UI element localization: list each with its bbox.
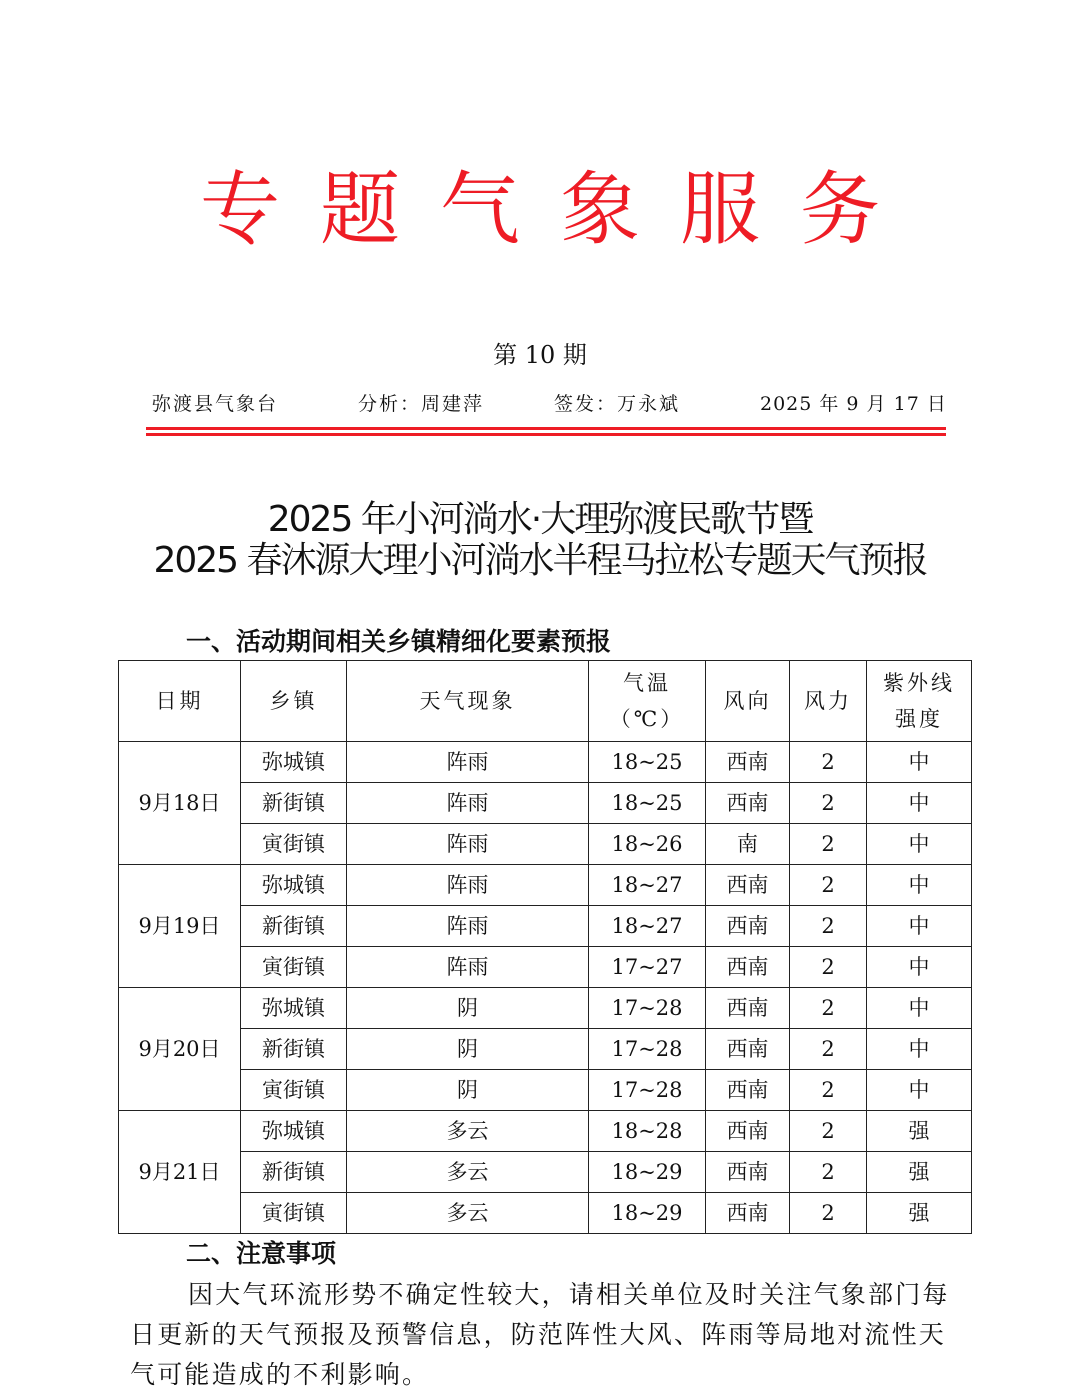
- issuer-credit: 签发：万永斌: [554, 393, 681, 415]
- town-cell: 弥城镇: [241, 988, 347, 1029]
- uv-cell: 中: [867, 906, 972, 947]
- notes-text: 因大气环流形势不确定性较大，请相关单位及时关注气象部门每日更新的天气预报及预警信息，防范阵性大风、阵雨等局地对流性天气可能造成的不利影响。: [130, 1280, 950, 1389]
- uv-cell: 中: [867, 988, 972, 1029]
- uv-cell: 强: [867, 1152, 972, 1193]
- wind-direction-cell: 西南: [706, 988, 790, 1029]
- temperature-cell: 18~29: [589, 1193, 706, 1234]
- section-heading-forecast: 一、活动期间相关乡镇精细化要素预报: [186, 627, 612, 656]
- table-row: [119, 783, 972, 824]
- wind-force-cell: 2: [790, 1070, 867, 1111]
- header-temperature-unit: （℃）: [609, 707, 685, 731]
- forecast-table: [118, 660, 972, 1234]
- wind-force-cell: 2: [790, 783, 867, 824]
- issue-number: 第 10 期: [493, 341, 587, 369]
- table-row: [119, 988, 972, 1029]
- wind-direction-cell: 西南: [706, 865, 790, 906]
- town-cell: 新街镇: [241, 906, 347, 947]
- temperature-cell: 17~28: [589, 1070, 706, 1111]
- header-wind-direction: 风向: [706, 661, 790, 742]
- weather-cell: 多云: [347, 1152, 589, 1193]
- header-weather: 天气现象: [347, 661, 589, 742]
- table-header-row: [119, 661, 972, 742]
- analyst-credit: 分析：周建萍: [358, 393, 485, 415]
- town-cell: 寅街镇: [241, 1193, 347, 1234]
- table-row: [119, 1152, 972, 1193]
- header-date: 日期: [119, 661, 241, 742]
- wind-force-cell: 2: [790, 1152, 867, 1193]
- wind-force-cell: 2: [790, 865, 867, 906]
- header-uv: [867, 661, 972, 742]
- date-cell: 9月20日: [119, 988, 241, 1111]
- weather-cell: 多云: [347, 1111, 589, 1152]
- weather-cell: 阵雨: [347, 742, 589, 783]
- wind-direction-cell: 西南: [706, 947, 790, 988]
- date-cell: 9月21日: [119, 1111, 241, 1234]
- section-heading-notes: 二、注意事项: [186, 1239, 337, 1268]
- wind-force-cell: 2: [790, 988, 867, 1029]
- weather-cell: 阴: [347, 1070, 589, 1111]
- uv-cell: 中: [867, 865, 972, 906]
- temperature-cell: 18~28: [589, 1111, 706, 1152]
- document-title-line-1: 2025 年小河淌水·大理弥渡民歌节暨: [267, 499, 813, 540]
- town-cell: 寅街镇: [241, 947, 347, 988]
- town-cell: 寅街镇: [241, 824, 347, 865]
- issue-date: 2025 年 9 月 17 日: [760, 393, 947, 415]
- town-cell: 弥城镇: [241, 742, 347, 783]
- uv-cell: 中: [867, 824, 972, 865]
- wind-direction-cell: 西南: [706, 1029, 790, 1070]
- uv-cell: 中: [867, 1070, 972, 1111]
- town-cell: 弥城镇: [241, 865, 347, 906]
- table-row: [119, 865, 972, 906]
- temperature-cell: 18~27: [589, 906, 706, 947]
- wind-force-cell: 2: [790, 906, 867, 947]
- uv-cell: 中: [867, 742, 972, 783]
- town-cell: 弥城镇: [241, 1111, 347, 1152]
- uv-cell: 强: [867, 1193, 972, 1234]
- table-row: [119, 1029, 972, 1070]
- wind-force-cell: 2: [790, 824, 867, 865]
- wind-direction-cell: 西南: [706, 1152, 790, 1193]
- temperature-cell: 17~28: [589, 1029, 706, 1070]
- town-cell: 寅街镇: [241, 1070, 347, 1111]
- weather-cell: 阵雨: [347, 824, 589, 865]
- town-cell: 新街镇: [241, 1029, 347, 1070]
- temperature-cell: 18~26: [589, 824, 706, 865]
- table-row: [119, 824, 972, 865]
- uv-cell: 中: [867, 1029, 972, 1070]
- header-divider-thin: [146, 433, 946, 436]
- wind-direction-cell: 西南: [706, 1070, 790, 1111]
- weather-cell: 阵雨: [347, 947, 589, 988]
- notes-paragraph: [130, 1275, 970, 1395]
- weather-cell: 阵雨: [347, 906, 589, 947]
- town-cell: 新街镇: [241, 783, 347, 824]
- wind-direction-cell: 南: [706, 824, 790, 865]
- temperature-cell: 17~28: [589, 988, 706, 1029]
- table-row: [119, 1193, 972, 1234]
- wind-direction-cell: 西南: [706, 906, 790, 947]
- wind-direction-cell: 西南: [706, 1111, 790, 1152]
- table-row: [119, 1070, 972, 1111]
- date-cell: 9月19日: [119, 865, 241, 988]
- issuing-organization: 弥渡县气象台: [152, 393, 279, 415]
- header-divider-thick: [146, 427, 946, 430]
- header-uv-label-1: 紫外线: [883, 671, 955, 695]
- wind-force-cell: 2: [790, 947, 867, 988]
- uv-cell: 强: [867, 1111, 972, 1152]
- table-row: [119, 906, 972, 947]
- temperature-cell: 18~27: [589, 865, 706, 906]
- weather-cell: 阴: [347, 1029, 589, 1070]
- wind-force-cell: 2: [790, 1193, 867, 1234]
- wind-direction-cell: 西南: [706, 783, 790, 824]
- header-wind-force: 风力: [790, 661, 867, 742]
- temperature-cell: 18~25: [589, 742, 706, 783]
- masthead-title: 专题气象服务: [200, 163, 920, 256]
- header-temperature: [589, 661, 706, 742]
- header-temperature-label: 气温: [623, 671, 671, 695]
- weather-cell: 阵雨: [347, 865, 589, 906]
- temperature-cell: 18~29: [589, 1152, 706, 1193]
- date-cell: 9月18日: [119, 742, 241, 865]
- header-town: 乡镇: [241, 661, 347, 742]
- wind-force-cell: 2: [790, 742, 867, 783]
- weather-cell: 多云: [347, 1193, 589, 1234]
- town-cell: 新街镇: [241, 1152, 347, 1193]
- table-row: [119, 947, 972, 988]
- temperature-cell: 17~27: [589, 947, 706, 988]
- header-uv-label-2: 强度: [895, 707, 943, 731]
- weather-cell: 阴: [347, 988, 589, 1029]
- wind-direction-cell: 西南: [706, 1193, 790, 1234]
- wind-direction-cell: 西南: [706, 742, 790, 783]
- temperature-cell: 18~25: [589, 783, 706, 824]
- uv-cell: 中: [867, 783, 972, 824]
- wind-force-cell: 2: [790, 1029, 867, 1070]
- table-row: [119, 742, 972, 783]
- table-row: [119, 1111, 972, 1152]
- wind-force-cell: 2: [790, 1111, 867, 1152]
- uv-cell: 中: [867, 947, 972, 988]
- weather-cell: 阵雨: [347, 783, 589, 824]
- document-title-line-2: 2025 春沐源大理小河淌水半程马拉松专题天气预报: [153, 540, 927, 581]
